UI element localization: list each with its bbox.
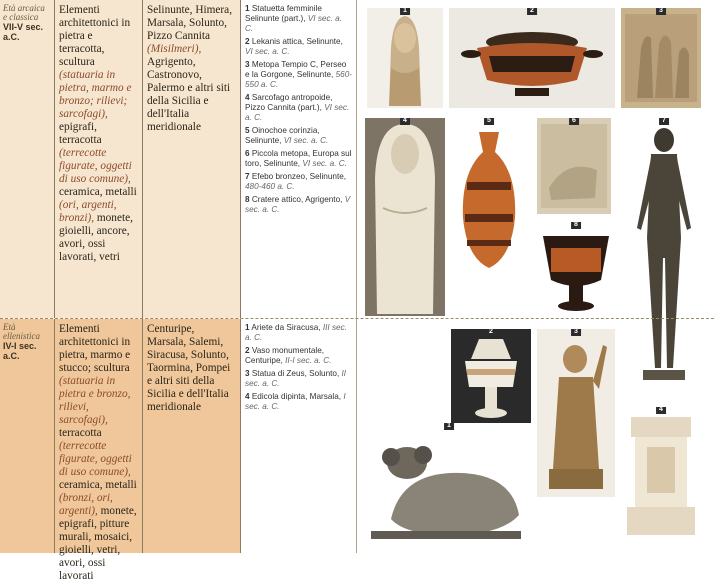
- statuette-image: [367, 8, 443, 108]
- ram-image: [361, 423, 537, 549]
- text-segment: monete, epigrafi, pitture murali, mosaici, gioielli, vetri, avori, ossi lavorati: [59, 505, 137, 582]
- item-date: I sec. a. C.: [245, 392, 346, 411]
- list-item: [245, 4, 352, 34]
- item-text: Oinochoe corinzia, Selinunte,: [245, 126, 320, 145]
- text-segment: (bronzi, ori, argenti),: [59, 492, 113, 517]
- list-item: [245, 323, 352, 343]
- item-number: 6: [245, 149, 250, 158]
- list-item: [245, 172, 352, 192]
- item-date: II sec. a. C.: [245, 369, 347, 388]
- krater-image: [537, 222, 615, 316]
- list-item: [245, 369, 352, 389]
- photo-number: 5: [484, 118, 494, 125]
- list-item: [245, 37, 352, 57]
- photo-small-metope: [537, 118, 611, 214]
- item-date: VI sec. a. C.: [302, 159, 347, 168]
- era-label: Età ellenistica: [3, 322, 40, 341]
- photo-number: 4: [400, 118, 410, 125]
- item-text: Statuetta femminile Selinunte (part.),: [245, 4, 322, 23]
- text-segment: (terrecotte figurate, oggetti di uso comune),: [59, 440, 132, 478]
- photo-number: 3: [571, 329, 581, 336]
- item-text: Piccola metopa, Europa sul toro, Selinunte,: [245, 149, 352, 168]
- item-number: 3: [245, 369, 250, 378]
- photo-oinochoe: [451, 118, 527, 274]
- era-century: VII-V sec. a.C.: [3, 22, 44, 42]
- item-date: VI sec. a. C.: [283, 136, 329, 145]
- item-text: Edicola dipinta, Marsala,: [249, 392, 344, 401]
- text-segment: Agrigento, Castronovo, Palermo e altri siti della Sicilia e dell'Italia meridionale: [147, 56, 231, 133]
- item-date: VI sec. a. C.: [245, 14, 342, 33]
- zeus-image: [537, 329, 615, 497]
- item-number: 7: [245, 172, 250, 181]
- item-number: 2: [245, 346, 250, 355]
- list-item: [245, 60, 352, 90]
- item-date: VI sec. a. C.: [245, 103, 350, 122]
- item-number: 1: [245, 323, 250, 332]
- item-number: 2: [245, 37, 250, 46]
- item-date: V sec. a. C.: [245, 195, 351, 214]
- photos-panel: [356, 319, 714, 553]
- list-item: [245, 346, 352, 366]
- locations-cell: [142, 0, 240, 318]
- photo-number: 7: [659, 118, 669, 125]
- item-number: 5: [245, 126, 250, 135]
- list-item: [245, 93, 352, 123]
- photo-statuette: [367, 8, 443, 108]
- item-number: 1: [245, 4, 250, 13]
- lekanis-image: [449, 8, 615, 108]
- text-segment: epigrafi, terracotta: [59, 121, 102, 146]
- item-text: Vaso monumentale, Centuripe,: [245, 346, 325, 365]
- materials-cell: [54, 0, 142, 318]
- item-number: 4: [245, 93, 250, 102]
- photo-number: 6: [569, 118, 579, 125]
- photo-number: 3: [656, 8, 666, 15]
- text-segment: (Misilmeri),: [147, 43, 202, 55]
- photo-number: 1: [444, 423, 454, 430]
- item-text: Lekanis attica, Selinunte,: [249, 37, 343, 46]
- photo-number: 2: [486, 329, 496, 336]
- items-list: [240, 319, 356, 553]
- oinochoe-image: [451, 118, 527, 274]
- item-date: 560-550 a. C.: [245, 70, 352, 89]
- photo-sarcophagus: [365, 118, 445, 316]
- era-century: IV-I sec. a.C.: [3, 341, 37, 361]
- photos-panel: [356, 0, 714, 318]
- item-number: 3: [245, 60, 250, 69]
- locations-cell: [142, 319, 240, 553]
- photo-number: 1: [400, 8, 410, 15]
- text-segment: (statuaria in pietra, marmo e bronzo; rilievi; sarcofagi),: [59, 69, 132, 120]
- small-metope-image: [537, 118, 611, 214]
- metope-image: [621, 8, 701, 108]
- photo-krater: [537, 222, 615, 316]
- item-text: Ariete da Siracusa,: [249, 323, 323, 332]
- text-segment: (terrecotte figurate, oggetti di uso comune),: [59, 147, 132, 185]
- item-text: Statua di Zeus, Solunto,: [249, 369, 342, 378]
- era-label: Età arcaica e classica: [3, 3, 45, 22]
- item-text: Sarcofago antropoide, Pizzo Cannita (part.),: [245, 93, 333, 112]
- item-date: II-I sec. a. C.: [285, 356, 332, 365]
- items-list: [240, 0, 356, 318]
- photo-aedicula: [619, 407, 703, 545]
- text-segment: Centuripe, Marsala, Salemi, Siracusa, Solunto, Taormina, Pompei e altri siti della Sicilia e dell'Italia meridionale: [147, 323, 231, 413]
- materials-cell: [54, 319, 142, 582]
- text-segment: terracotta: [59, 427, 102, 439]
- list-item: [245, 149, 352, 169]
- era-cell: [0, 0, 54, 318]
- text-segment: monete, gioielli, ancore, avori, ossi lavorati, vetri: [59, 212, 133, 263]
- photo-ram: [361, 423, 537, 549]
- sarcophagus-image: [365, 118, 445, 316]
- item-number: 4: [245, 392, 250, 401]
- monumental-vase-image: [451, 329, 531, 427]
- item-text: Metopa Tempio C, Perseo e la Gorgone, Selinunte,: [245, 60, 347, 79]
- photo-zeus: [537, 329, 615, 497]
- photo-number: 8: [571, 222, 581, 229]
- text-segment: Selinunte, Himera, Marsala, Solunto, Pizzo Cannita: [147, 4, 233, 42]
- item-date: VI sec. a. C.: [245, 47, 290, 56]
- item-date: III sec. a. C.: [245, 323, 347, 342]
- text-segment: Elementi architettonici in pietra e terracotta, scultura: [59, 4, 131, 68]
- photo-number: 2: [527, 8, 537, 15]
- item-date: 480-460 a. C.: [245, 182, 295, 191]
- text-segment: Elementi architettonici in pietra, marmo e stucco; scultura: [59, 323, 131, 374]
- text-segment: (ori, argenti, bronzi),: [59, 199, 117, 224]
- photo-lekanis: [449, 8, 615, 108]
- list-item: [245, 126, 352, 146]
- text-segment: ceramica, metalli: [59, 479, 137, 491]
- list-item: [245, 195, 352, 215]
- list-item: [245, 392, 352, 412]
- text-segment: (statuaria in pietra e bronzo, rilievi, sarcofagi),: [59, 375, 131, 426]
- photo-monumental-vase: [451, 329, 531, 427]
- photo-metope: [621, 8, 701, 108]
- aedicula-image: [619, 407, 703, 545]
- text-segment: ceramica, metalli: [59, 186, 137, 198]
- item-text: Cratere attico, Agrigento,: [249, 195, 345, 204]
- photo-number: 4: [656, 407, 666, 414]
- row-hellenistic: [0, 318, 714, 582]
- era-cell: [0, 319, 54, 553]
- item-number: 8: [245, 195, 250, 204]
- item-text: Efebo bronzeo, Selinunte,: [249, 172, 347, 181]
